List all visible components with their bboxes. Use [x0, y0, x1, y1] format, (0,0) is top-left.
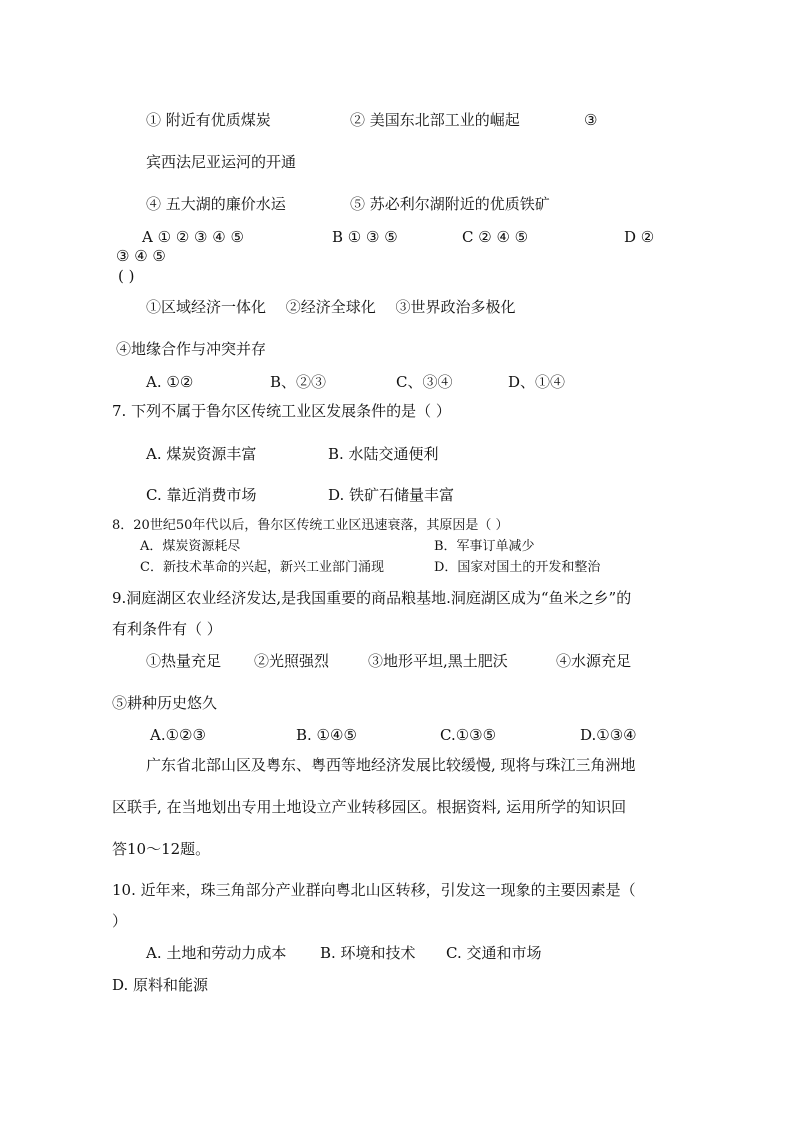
q6-option-3-text: 宾西法尼亚运河的开通: [146, 153, 297, 171]
q10-option-a: A. 土地和劳动力成本: [146, 944, 287, 962]
q10-option-c: C. 交通和市场: [446, 944, 542, 962]
passage-line3: 答10～12题。: [112, 840, 211, 858]
q9-stem-line2: 有利条件有（ ）: [112, 620, 222, 638]
q7-option-a: A. 煤炭资源丰富: [146, 445, 257, 463]
trend-options-line1: ①区域经济一体化 ②经济全球化 ③世界政治多极化: [146, 298, 516, 316]
q10-stem-line2: ）: [112, 912, 128, 930]
q8-option-b: B．军事订单减少: [434, 539, 535, 554]
trend-options-line2: ④地缘合作与冲突并存: [116, 340, 267, 358]
trend-answer-c: C、③④: [396, 373, 453, 391]
trend-answer-b: B、②③: [270, 373, 327, 391]
q8-stem: 8．20世纪50年代以后，鲁尔区传统工业区迅速衰落，其原因是（ ）: [112, 518, 509, 533]
q6-answer-b: B ① ③ ⑤: [332, 228, 398, 246]
trend-answer-d: D、①④: [508, 373, 566, 391]
q8-option-c: C．新技术革命的兴起，新兴工业部门涌现: [140, 560, 384, 575]
q8-option-d: D．国家对国土的开发和整治: [434, 560, 601, 575]
q9-option-5: ⑤耕种历史悠久: [112, 694, 218, 712]
q7-option-c: C. 靠近消费市场: [146, 486, 257, 504]
trend-question-paren: ( ): [118, 267, 135, 285]
q6-option-5: ⑤ 苏必利尔湖附近的优质铁矿: [350, 195, 550, 213]
q6-option-3: ③: [584, 111, 598, 129]
q9-option-4: ④水源充足: [556, 652, 632, 670]
q6-answer-d: D ②: [624, 228, 655, 246]
q6-answer-a: A ① ② ③ ④ ⑤: [142, 228, 244, 246]
q9-option-2: ②光照强烈: [254, 652, 330, 670]
q8-option-a: A．煤炭资源耗尽: [140, 539, 241, 554]
q6-option-2: ② 美国东北部工业的崛起: [350, 111, 520, 129]
q9-option-1: ①热量充足: [146, 652, 222, 670]
q9-option-3: ③地形平坦,黑土肥沃: [368, 652, 508, 670]
q9-answer-b: B. ①④⑤: [296, 726, 357, 744]
q9-answer-d: D.①③④: [580, 726, 637, 744]
q6-option-1: ① 附近有优质煤炭: [146, 111, 271, 129]
q10-option-b: B. 环境和技术: [320, 944, 416, 962]
q10-option-d: D. 原料和能源: [112, 976, 209, 994]
q7-option-b: B. 水陆交通便利: [328, 445, 439, 463]
q9-stem-line1: 9.洞庭湖区农业经济发达,是我国重要的商品粮基地.洞庭湖区成为“鱼米之乡”的: [112, 589, 632, 607]
q6-answer-d-cont: ③ ④ ⑤: [116, 247, 166, 265]
trend-answer-a: A. ①②: [146, 373, 194, 391]
q9-answer-a: A.①②③: [150, 726, 206, 744]
q10-stem-line1: 10. 近年来，珠三角部分产业群向粤北山区转移，引发这一现象的主要因素是（: [112, 881, 636, 899]
q7-option-d: D. 铁矿石储量丰富: [328, 486, 455, 504]
q6-option-4: ④ 五大湖的廉价水运: [146, 195, 286, 213]
q9-answer-c: C.①③⑤: [440, 726, 497, 744]
passage-line2: 区联手, 在当地划出专用土地设立产业转移园区。根据资料, 运用所学的知识回: [112, 798, 627, 816]
passage-line1: 广东省北部山区及粤东、粤西等地经济发展比较缓慢, 现将与珠江三角洲地: [146, 756, 636, 774]
q6-answer-c: C ② ④ ⑤: [462, 228, 529, 246]
q7-stem: 7. 下列不属于鲁尔区传统工业区发展条件的是（ ）: [112, 402, 451, 420]
